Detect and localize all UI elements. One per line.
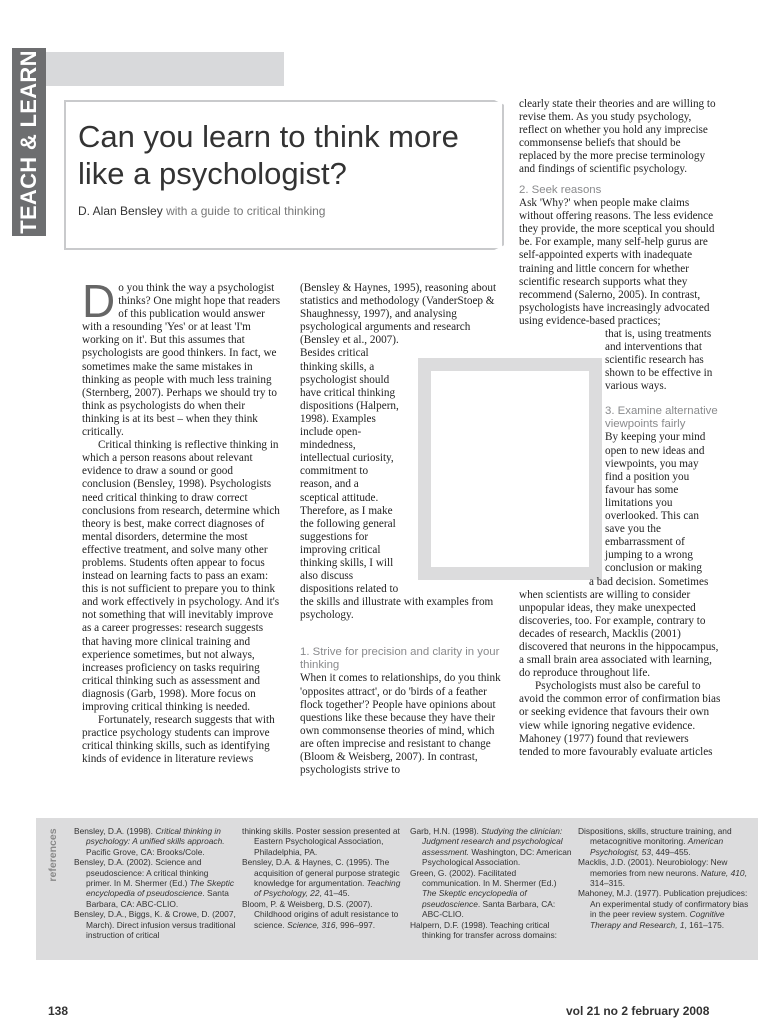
line: dispositions related to (300, 583, 399, 596)
line: scientific research has (605, 354, 704, 367)
line: commitment to (300, 465, 369, 478)
reference-entry: Mahoney, M.J. (1977). Publication prejudices: An experimental study of confirmatory bias in the peer review system. Cognitive Therapy and Research, 1, 161–175. (578, 888, 749, 930)
paragraph-text: o you think the way a psychologist thinks? One might hope that readers of this publication would answer with a resounding 'Yes' or at least 'I'm working on it'. But this assumes that psychologists are good thinkers. In fact, we sometimes make the same mistakes in thinking as people with much less training (Sternberg, 2007). Perhaps we should try to think as psychologists do when their thinking is at its best – when they think critically. (82, 282, 281, 439)
drop-cap: D (82, 275, 116, 327)
section-heading: 2. Seek reasons (519, 183, 602, 196)
paragraph: clearly state their theories and are willing to revise them. As you study psychology, reflect on whether you hold any imprecise commonsense beliefs that should be replaced by the more precise terminology and findings of scientific psychology. (519, 98, 716, 176)
section-tab (12, 48, 46, 236)
reference-entry: thinking skills. Poster session presented at Eastern Psychological Association, Philadelphia, PA. (242, 826, 400, 857)
line: save you the (605, 523, 661, 536)
byline (78, 204, 325, 218)
article-title: Can you learn to think more like a psychologist? (78, 119, 459, 191)
line: shown to be effective in (605, 367, 713, 380)
line: include open- (300, 426, 362, 439)
page-number: 138 (48, 1004, 69, 1018)
paragraph: Ask 'Why?' when people make claims without offering reasons. The less evidence they provide, the more sceptical you should be. For example, many self-help gurus are self-appointed experts with inadequate training and little concern for whether scientific research supports what they recommend (Salerno, 2005). In contrast, psychologists have increasingly advocated using evidence-based practices; (519, 197, 715, 327)
line: viewpoints, you may (605, 457, 699, 470)
reference-entry: Bensley, D.A. (2002). Science and pseudoscience: A critical thinking primer. In M. Shermer (Ed.) The Skeptic encyclopedia of pseudoscience. Santa Barbara, CA: ABC-CLIO. (74, 857, 235, 909)
reference-entry: Dispositions, skills, structure training, and metacognitive monitoring. American Psychologist, 53, 449–455. (578, 826, 732, 857)
reference-entry: Garb, H.N. (1998). Studying the clinician: Judgment research and psychological assessment. Washington, DC: American Psychological Association. (410, 826, 572, 868)
body-column-1 (82, 275, 282, 766)
line: mindedness, (300, 439, 356, 452)
paragraph: Fortunately, research suggests that with practice psychology students can improve critical thinking skills, such as identifying kinds of evidence in literature reviews (82, 714, 275, 766)
reference-entry: Bensley, D.A., Biggs, K. & Crowe, D. (2007, March). Direct infusion versus traditional instruction of critical (74, 909, 236, 941)
line: By keeping your mind (605, 431, 706, 444)
line: intellectual curiosity, (300, 452, 394, 465)
references-column-1 (74, 826, 236, 940)
line: open to new ideas and (605, 444, 705, 457)
paragraph: Critical thinking is reflective thinking in which a person reasons about relevant evidence to draw a sound or good conclusion (Bensley, 1998). Psychologists need critical thinking to draw correct conclusions from research, determine which theory is best, make correct diagnoses of mental disorders, determine the most effective treatment, and solve many other problems. Students often appear to focus instead on learning facts to pass an exam: this is not sufficient to prepare you to think and work effectively in psychology. And it's not something that will inevitably improve as a career progresses: research suggests that having more clinical training and experience sometimes, but not always, increases proficiency on tasks requiring critical thinking such as assessment and diagnosis (Garb, 1998). More focus on improving critical thinking is needed. (82, 439, 280, 713)
author-name: D. Alan Bensley (78, 204, 163, 218)
reference-entry: Green, G. (2002). Facilitated communication. In M. Shermer (Ed.) The Skeptic encyclopedia of pseudoscience. Santa Barbara, CA: ABC-CLIO. (410, 867, 557, 920)
line: suggestions for (300, 530, 369, 543)
reference-entry: Halpern, D.F. (1998). Teaching critical thinking for transfer across domains: (410, 919, 557, 941)
line: sceptical attitude. (300, 491, 379, 504)
line: the following general (300, 517, 396, 530)
references-column-3 (410, 826, 572, 940)
line: favour has some (605, 483, 679, 496)
line: that is, using treatments (605, 328, 712, 340)
line: Besides critical (300, 347, 369, 360)
reference-entry: Macklis, J.D. (2001). Neurobiology: New memories from new neurons. Nature, 410, 314–315. (578, 857, 747, 889)
line: thinking skills, I will (300, 556, 394, 569)
reference-entry: Bensley, D.A. & Haynes, C. (1995). The acquisition of general purpose strategic knowledge for argumentation. Teaching of Psychology, 22, 41–45. (242, 857, 401, 899)
line: overlooked. This can (605, 510, 699, 523)
line: conclusion or making (605, 562, 702, 575)
paragraph: Psychologists must also be careful to avoid the common error of confirmation bias or seeking evidence that favours their own view while ignoring negative evidence. Mahoney (1977) found that reviewers tended to more favourably evaluate articles (519, 680, 721, 758)
line: embarrassment of (605, 536, 685, 549)
line: a bad decision. Sometimes (589, 575, 709, 588)
body-column-3 (519, 98, 721, 759)
section-tab-label: TEACH & LEARN (16, 50, 41, 234)
paragraph: when scientists are willing to consider unpopular ideas, they make unexpected discoveries, too. For example, contrary to decades of research, Macklis (2001) discovered that neurons in the hippocampus, a small brain area associated with learning, do reproduce throughout life. (519, 588, 719, 680)
wrapped-paragraph (300, 347, 502, 622)
line: various ways. (605, 380, 667, 393)
issue-info: vol 21 no 2 february 2008 (566, 1004, 710, 1018)
line: improving critical (300, 543, 381, 556)
references-column-2 (242, 826, 402, 930)
line: jumping to a wrong (605, 549, 693, 562)
section-heading: 1. Strive for precision and clarity in your thinking (300, 646, 500, 671)
reference-entry: Bensley, D.A. (1998). Critical thinking in psychology: A unified skills approach. Pacific Grove, CA: Brooks/Cole. (74, 826, 225, 857)
paragraph (82, 275, 282, 439)
line: have critical thinking (300, 386, 396, 399)
paragraph: (Bensley & Haynes, 1995), reasoning about statistics and methodology (VanderStoep & Shaughnessy, 1997), and analysing psychological arguments and research (Bensley et al., 2007). (300, 282, 497, 347)
line: thinking skills, a (300, 360, 375, 373)
line: also discuss (300, 570, 354, 583)
references-column-4 (578, 826, 750, 930)
line: reason, and a (300, 478, 359, 491)
line: dispositions (Halpern, (300, 399, 399, 412)
wrapped-lines (519, 328, 721, 576)
paragraph: When it comes to relationships, do you think 'opposites attract', or do 'birds of a feather flock together'? People have opinions about questions like these because they have their own commonsense theories of mind, which are often imprecise and resistant to change (Bloom & Weisberg, 2007). In contrast, psychologists strive to (300, 672, 501, 777)
byline-subtitle: with a guide to critical thinking (166, 204, 326, 218)
paragraph: the skills and illustrate with examples from psychology. (300, 596, 494, 622)
reference-entry: Bloom, P. & Weisberg, D.S. (2007). Childhood origins of adult resistance to science. Science, 316, 996–997. (242, 898, 399, 930)
line: Therefore, as I make (300, 504, 393, 517)
header-band (46, 52, 284, 86)
line: limitations you (605, 496, 673, 509)
section-heading: 3. Examine alternative viewpoints fairly (605, 405, 718, 430)
line: and interventions that (605, 341, 702, 354)
body-column-2 (300, 282, 502, 777)
references-label: references (47, 828, 59, 882)
line: psychologist should (300, 373, 390, 386)
line: 1998). Examples (300, 412, 376, 425)
line: find a position you (605, 470, 690, 483)
